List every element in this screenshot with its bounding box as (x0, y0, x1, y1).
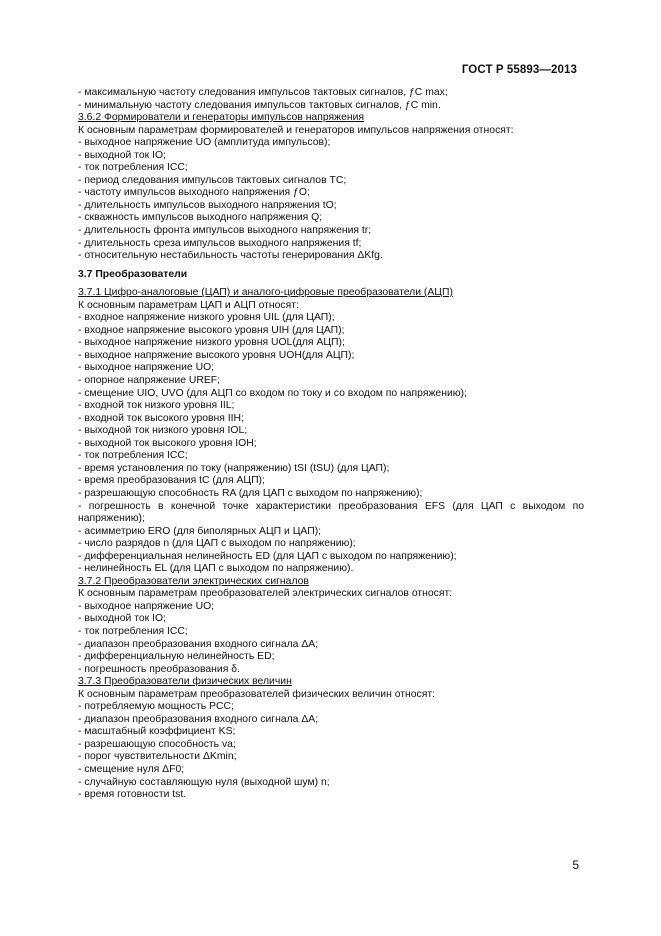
list-item: - смещение UIO, UVO (для АЦП со входом по току и со входом по напряжению); (78, 387, 467, 399)
list-item: - выходной ток высокого уровня IOH; (78, 437, 257, 449)
list-item: - ток потребления ICC; (78, 450, 188, 462)
subsection-heading-3-7-3: 3.7.3 Преобразователи физических величин (78, 676, 292, 688)
page-number: 5 (572, 858, 579, 872)
list-item: - асимметрию ERO (для биполярных АЦП и ЦАП); (78, 525, 322, 537)
list-item: - длительность среза импульсов выходного напряжения tf; (78, 237, 362, 249)
list-item: - выходное напряжение UO (амплитуда импульсов); (78, 137, 331, 149)
list-item: - число разрядов n (для ЦАП с выходом по напряжению); (78, 538, 356, 550)
list-item: - выходной ток низкого уровня IOL; (78, 425, 248, 437)
list-item: - время преобразования tC (для АЦП); (78, 475, 265, 487)
list-item: - выходной ток IO; (78, 149, 166, 161)
list-item: - ток потребления ICC; (78, 162, 188, 174)
list-item: - относительную нестабильность частоты генерирования ΔKfg. (78, 250, 383, 262)
list-item: - длительность импульсов выходного напряжения tO; (78, 199, 337, 211)
list-item: - диапазон преобразования входного сигнала ΔA; (78, 713, 319, 725)
list-item: - частоту импульсов выходного напряжения ƒO; (78, 187, 310, 199)
list-item: - входное напряжение высокого уровня UIH (для ЦАП); (78, 324, 345, 336)
list-item: - масштабный коэффициент KS; (78, 726, 236, 738)
list-item: - длительность фронта импульсов выходного напряжения tr; (78, 225, 372, 237)
list-item: - скважность импульсов выходного напряжения Q; (78, 212, 323, 224)
list-item: - порог чувствительности ΔKmin; (78, 751, 237, 763)
list-item: - входной ток низкого уровня IIL; (78, 400, 235, 412)
list-item: - дифференциальная нелинейность ED (для ЦАП с выходом по напряжению); (78, 550, 457, 562)
document-body (78, 87, 584, 802)
list-item: - ток потребления ICC; (78, 625, 188, 637)
section-heading-3-7: 3.7 Преобразователи (78, 268, 188, 280)
list-item: - нелинейность EL (для ЦАП с выходом по напряжению). (78, 563, 354, 575)
text-line: К основным параметрам формирователей и генераторов импульсов напряжения относят: (78, 124, 514, 136)
list-item: - выходное напряжение высокого уровня UOH(для АЦП); (78, 349, 355, 361)
list-item: - время установления по току (напряжению) tSI (tSU) (для ЦАП); (78, 462, 390, 474)
subsection-heading-3-6-2: 3.6.2 Формирователи и генераторы импульсов напряжения (78, 112, 365, 124)
list-item: - случайную составляющую нуля (выходной шум) n; (78, 776, 330, 788)
list-item: - погрешность в конечной точке характеристики преобразования EFS (для ЦАП с выходом по напряжению); (78, 500, 584, 525)
list-item: - диапазон преобразования входного сигнала ΔA; (78, 638, 319, 650)
list-item: - дифференциальную нелинейность ED; (78, 651, 275, 663)
list-item: - период следования импульсов тактовых сигналов TC; (78, 174, 347, 186)
list-item: - разрешающую способность va; (78, 738, 236, 750)
text-line: - максимальную частоту следования импульсов тактовых сигналов, ƒC max; (78, 87, 448, 98)
list-item: - потребляемую мощность PCC; (78, 701, 234, 713)
text-line: К основным параметрам преобразователей электрических сигналов относят: (78, 588, 453, 600)
text-line: К основным параметрам ЦАП и АЦП относят: (78, 299, 299, 311)
list-item: - смещение нуля ΔF0; (78, 763, 185, 775)
list-item: - выходное напряжение низкого уровня UOL(для АЦП); (78, 337, 345, 349)
text-line: - минимальную частоту следования импульсов тактовых сигналов, ƒC min. (78, 99, 441, 111)
list-item: - разрешающую способность RA (для ЦАП с выходом по напряжению); (78, 487, 423, 499)
list-item: - выходной ток IO; (78, 613, 166, 625)
list-item: - выходное напряжение UO; (78, 362, 215, 374)
list-item: - входное напряжение низкого уровня UIL (для ЦАП); (78, 312, 335, 324)
text-line: К основным параметрам преобразователей физических величин относят: (78, 688, 435, 700)
subsection-heading-3-7-2: 3.7.2 Преобразователи электрических сигналов (78, 575, 309, 587)
list-item: - опорное напряжение UREF; (78, 375, 221, 387)
standard-header: ГОСТ Р 55893—2013 (461, 64, 577, 76)
list-item: - выходное напряжение UO; (78, 600, 215, 612)
subsection-heading-3-7-1: 3.7.1 Цифро-аналоговые (ЦАП) и аналого-цифровые преобразователи (АЦП) (78, 287, 453, 299)
list-item: - погрешность преобразования δ. (78, 663, 240, 675)
list-item: - входной ток высокого уровня IIH; (78, 412, 244, 424)
list-item: - время готовности tst. (78, 789, 187, 801)
